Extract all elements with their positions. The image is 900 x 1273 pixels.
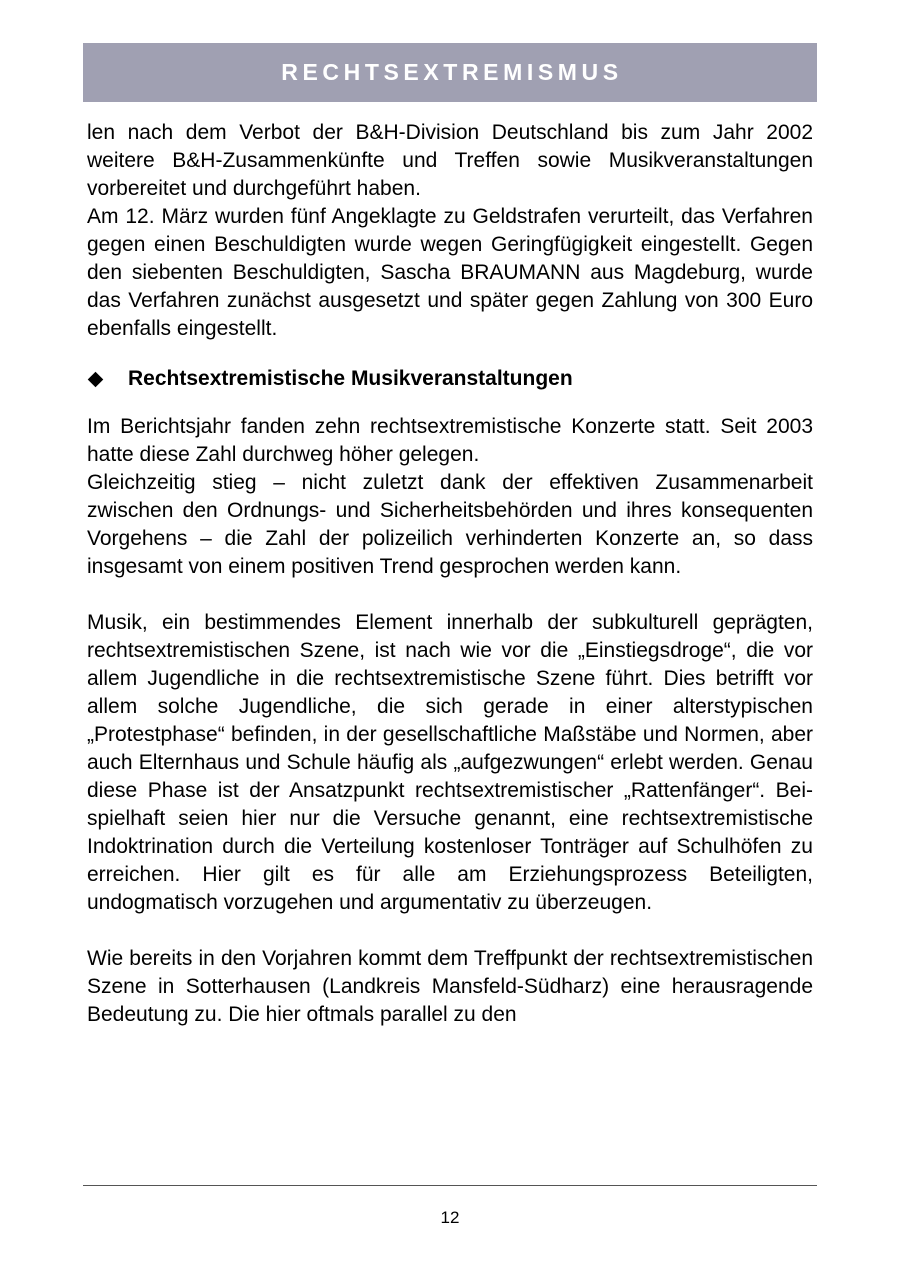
paragraph: len nach dem Verbot der B&H-Division Deutschland bis zum Jahr 2002 weitere B&H-Zusammenkünfte und Treffen sowie Musikveranstaltungen vorbereitet und durchgeführt haben. bbox=[87, 121, 813, 200]
paragraph: Gleichzeitig stieg – nicht zuletzt dank der effektiven Zusammenarbeit zwischen den Ordnungs- und Sicherheitsbehörden und ihres konsequenten Vorgehens – die Zahl der polizeilich verhinderten Konzerte an, so dass insgesamt von einem positiven Trend gesprochen werden kann. bbox=[87, 471, 813, 578]
section-heading bbox=[87, 365, 813, 393]
paragraph-gap bbox=[87, 917, 813, 945]
diamond-bullet-icon bbox=[88, 371, 104, 387]
header-band bbox=[83, 43, 817, 102]
footer-divider bbox=[83, 1185, 817, 1186]
paragraph: Im Berichtsjahr fanden zehn rechtsextremistische Konzerte statt. Seit 2003 hatte diese Zahl durchweg höher gelegen. bbox=[87, 415, 813, 466]
page-header-title: RECHTSEXTREMISMUS bbox=[281, 59, 623, 85]
page-number: 12 bbox=[440, 1208, 460, 1227]
paragraph: Am 12. März wurden fünf Angeklagte zu Geldstrafen verurteilt, das Verfahren gegen einen Beschuldigten wurde wegen Geringfügigkeit eingestellt. Gegen den siebenten Beschuldigten, Sascha BRAUMANN aus Magdeburg, wurde das Verfahren zunächst ausgesetzt und später gegen Zahlung von 300 Euro ebenfalls eingestellt. bbox=[87, 205, 813, 340]
paragraph-gap bbox=[87, 581, 813, 609]
section-heading-text: Rechtsextremistische Musikveranstaltungen bbox=[128, 367, 573, 390]
main-content bbox=[87, 119, 813, 1029]
paragraph: Wie bereits in den Vorjahren kommt dem Treffpunkt der rechtsextremistischen Szene in Sotterhausen (Landkreis Mansfeld-Südharz) eine herausragende Bedeutung zu. Die hier oftmals parallel zu den bbox=[87, 947, 813, 1026]
paragraph: Musik, ein bestimmendes Element innerhalb der subkulturell geprägten, rechtsextremistischen Szene, ist nach wie vor die „Einstiegsdroge“, die vor allem Jugendliche in die rechtsextremistische Szene führt. Dies betrifft vor allem solche Jugendliche, die sich gerade in einer alterstypischen „Protestphase“ befinden, in der gesellschaftliche Maßstäbe und Normen, aber auch Elternhaus und Schule häufig als „aufgezwungen“ erlebt werden. Genau diese Phase ist der Ansatzpunkt rechtsextremistischer „Rattenfänger“. Beispielhaft seien hier nur die Versuche genannt, eine rechtsextremistische Indoktrination durch die Verteilung kostenloser Tonträger auf Schulhöfen zu erreichen. Hier gilt es für alle am Erziehungsprozess Beteiligten, undogmatisch vorzugehen und argumentativ zu überzeugen. bbox=[87, 611, 813, 914]
